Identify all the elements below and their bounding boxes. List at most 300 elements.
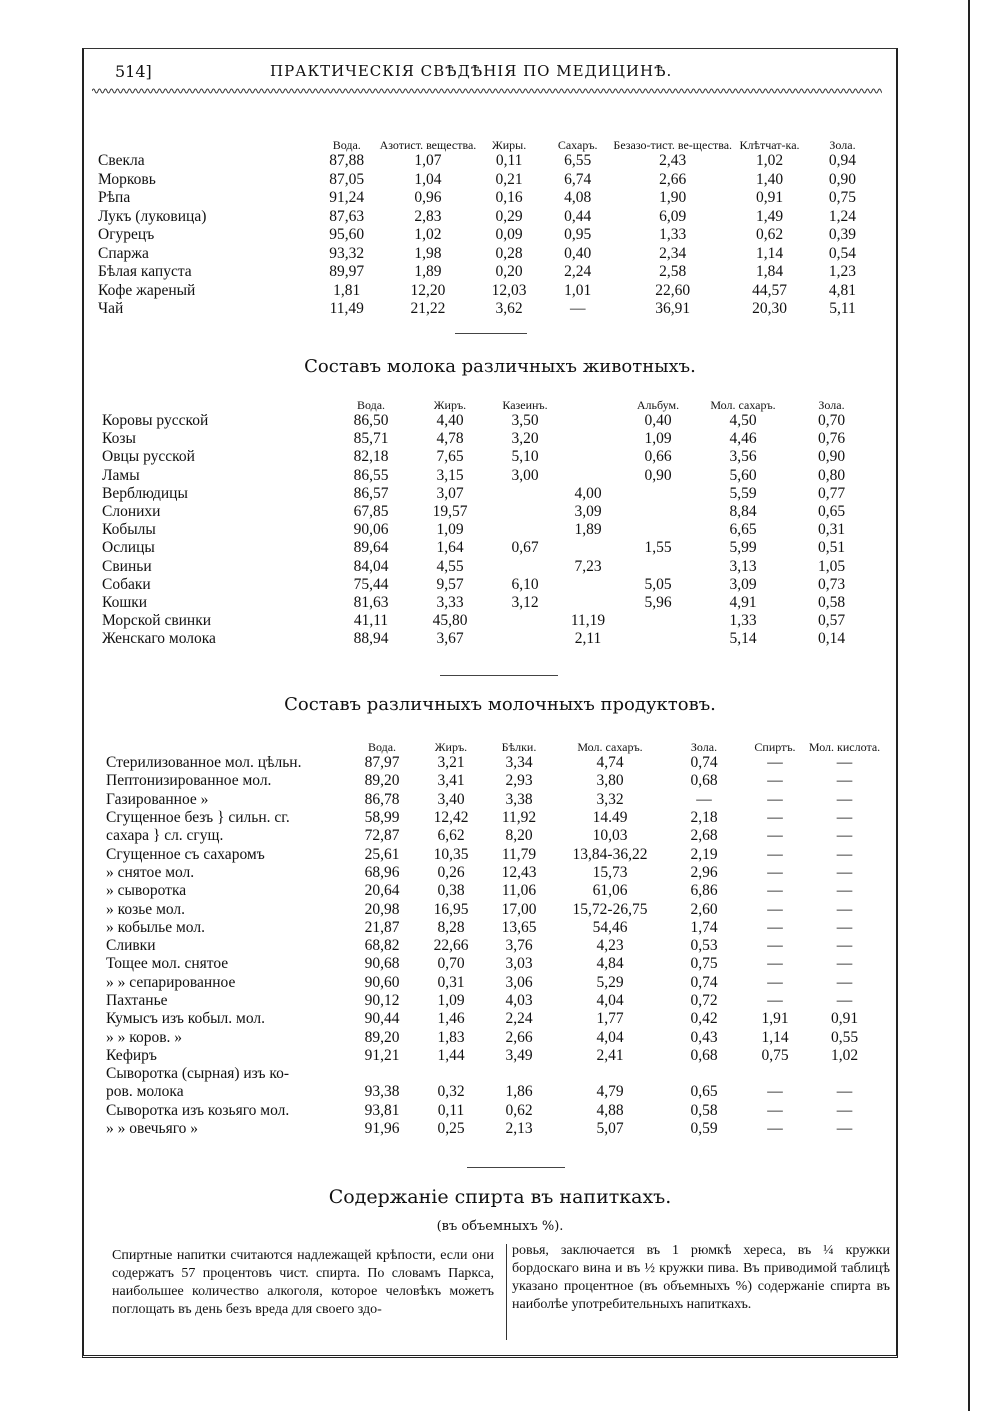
table-cell: 0,70 (437, 955, 465, 973)
table-cell: 0,72 (690, 992, 718, 1009)
milk-col-header: Зола. (818, 398, 845, 412)
row-label: Кобылы (102, 521, 156, 539)
table-cell: 4,88 (596, 1101, 624, 1119)
table-cell (490, 558, 560, 576)
dairy-col-header: Зола. (690, 740, 718, 754)
dairy-table (106, 720, 881, 1138)
table-cell: 6,65 (729, 521, 757, 539)
row-label: Сыворотка (сырная) изъ ко- (106, 1065, 290, 1083)
table-cell: 0,65 (817, 503, 846, 521)
table-cell: 4,00 (574, 484, 602, 502)
dairy-col-header: Бѣлки. (501, 740, 537, 754)
table-cell: 0,11 (495, 152, 523, 170)
table-row (106, 1010, 881, 1028)
table-cell: 9,57 (436, 575, 464, 593)
table-row (102, 485, 877, 503)
table-cell: — (836, 937, 853, 955)
table-cell: 0,70 (817, 412, 846, 430)
table-row (102, 576, 877, 594)
table-cell: — (767, 1120, 783, 1138)
milk-section-title: Составъ молока различныхъ животныхъ. (304, 356, 696, 377)
table-cell: 4,74 (596, 754, 624, 772)
table-cell: 0,38 (437, 882, 465, 900)
table-cell: 0,20 (495, 263, 523, 281)
table-cell (484, 1065, 554, 1083)
table-cell: 2,96 (690, 863, 718, 881)
table-cell: 5,29 (596, 973, 624, 991)
table-cell: — (836, 845, 853, 863)
table-cell: 2,68 (690, 827, 718, 845)
table-cell: 3,03 (505, 955, 533, 973)
table-row (106, 992, 881, 1010)
row-label: » снятое мол. (106, 863, 195, 881)
milk-col-header: Жиръ. (433, 398, 467, 412)
table-cell: 4,84 (596, 955, 624, 973)
table-cell: 5,11 (829, 300, 856, 318)
row-label: Пахтанье (106, 992, 168, 1009)
table-cell: 0,54 (828, 244, 857, 262)
table-cell: 1,84 (755, 263, 784, 281)
table-row (106, 955, 881, 973)
table-cell: 0,91 (755, 189, 784, 207)
table-cell: 15,73 (592, 863, 628, 881)
table-cell: 15,72-26,75 (572, 900, 648, 918)
table-cell: — (767, 882, 783, 900)
table-cell: 91,21 (364, 1046, 400, 1064)
row-label: » козье мол. (106, 900, 186, 918)
alcohol-section-title: Содержаніе спирта въ напиткахъ. (328, 1186, 672, 1208)
dairy-col-header (106, 720, 346, 754)
row-label: » сыворотка (106, 882, 187, 900)
table-cell: 1,02 (414, 226, 442, 244)
table-cell: 1,14 (761, 1028, 789, 1046)
table-cell: 88,94 (353, 630, 389, 648)
table-cell: 3,80 (596, 772, 624, 790)
milk-col-header (102, 380, 332, 412)
table-row (106, 845, 881, 863)
table-cell: 6,62 (437, 827, 465, 845)
table-cell: 1,33 (659, 226, 687, 244)
table-cell: 1,91 (761, 1010, 789, 1028)
table-cell: 10,03 (592, 827, 628, 845)
table-cell: 68,96 (364, 863, 400, 881)
table-row (98, 171, 878, 190)
table-cell: 41,11 (353, 612, 389, 630)
table-cell: 0,75 (761, 1046, 789, 1064)
table-cell: 45,80 (432, 612, 468, 630)
table-cell: 3,00 (511, 466, 539, 484)
table-cell: 11,06 (501, 882, 537, 900)
table-cell: 89,64 (353, 539, 389, 557)
table-cell: 1,98 (414, 244, 442, 262)
table-cell: — (836, 809, 853, 827)
table-cell: 1,02 (755, 152, 784, 170)
table-cell: 5,59 (729, 484, 757, 502)
table-cell (808, 1065, 881, 1083)
table-cell: 4,78 (436, 430, 464, 448)
table-cell: 22,60 (655, 281, 691, 299)
table-row (102, 594, 877, 612)
table-cell: 1,83 (437, 1028, 465, 1046)
table-cell: 61,06 (592, 882, 628, 900)
table-cell: 0,90 (817, 448, 846, 466)
table-cell: 3,06 (505, 973, 533, 991)
table-cell: — (836, 772, 853, 790)
table-cell: 4,08 (564, 189, 592, 207)
table-cell: 2,18 (690, 809, 718, 827)
table-cell: 5,05 (644, 575, 672, 593)
table-cell: 0,95 (564, 226, 592, 244)
table-cell: 0,67 (511, 539, 539, 557)
row-label: Тощее мол. снятое (106, 955, 229, 973)
vegetables-col-header: Клѣтчат-ка. (739, 138, 800, 152)
table-cell: 8,28 (437, 918, 465, 936)
row-label: Коровы русской (102, 412, 209, 430)
table-cell: 5,99 (729, 539, 757, 557)
table-cell: 4,55 (436, 557, 464, 575)
table-cell: 11,49 (329, 300, 364, 318)
table-cell: — (767, 1083, 783, 1101)
table-cell: 90,06 (353, 521, 389, 539)
table-cell: 36,91 (655, 300, 691, 318)
table-cell: 13,84-36,22 (572, 845, 648, 863)
table-cell: 2,19 (690, 845, 718, 863)
table-cell: 11,92 (501, 809, 537, 827)
table-cell: 3,67 (436, 630, 464, 648)
table-cell: 4,04 (596, 992, 624, 1009)
table-cell (560, 412, 616, 430)
table-cell: 3,49 (505, 1046, 533, 1064)
table-cell: — (767, 973, 783, 991)
table-cell: 86,78 (364, 790, 400, 808)
table-cell: 0,51 (817, 539, 846, 557)
row-label: Морковь (98, 170, 156, 188)
table-row (98, 152, 878, 171)
table-cell: 1,64 (436, 539, 464, 557)
table-cell: 0,90 (644, 466, 672, 484)
table-cell: 2,66 (505, 1028, 533, 1046)
table-cell: 0,11 (437, 1101, 465, 1119)
table-row (98, 300, 878, 319)
milk-col-header: Вода. (356, 398, 386, 412)
table-row (98, 189, 878, 208)
table-cell: 3,33 (436, 593, 464, 611)
table-cell: — (836, 863, 853, 881)
table-cell (616, 503, 700, 521)
table-cell: 0,55 (830, 1028, 859, 1046)
row-label: Стерилизованное мол. цѣльн. (106, 754, 302, 772)
row-label: Женскаго молока (102, 630, 216, 648)
table-cell: 6,10 (511, 575, 539, 593)
table-cell: 3,13 (729, 557, 757, 575)
table-cell: 5,96 (644, 593, 672, 611)
vegetables-col-header: Сахаръ. (557, 138, 598, 152)
table-cell: — (767, 918, 783, 936)
table-cell: 87,05 (329, 170, 365, 188)
table-cell: 3,34 (505, 754, 533, 772)
table-cell: 67,85 (353, 503, 389, 521)
table-cell: 4,91 (729, 593, 757, 611)
table-row (102, 503, 877, 521)
table-cell: — (836, 955, 853, 973)
table-cell: 0,62 (755, 226, 784, 244)
table-cell: 4,46 (729, 430, 757, 448)
table-cell (490, 485, 560, 503)
table-cell: 3,09 (574, 503, 602, 521)
table-cell (616, 558, 700, 576)
row-label: Овцы русской (102, 448, 195, 466)
row-label: Сгущенное съ сахаромъ (106, 845, 265, 863)
table-cell: 2,41 (596, 1046, 624, 1064)
table-cell (560, 430, 616, 448)
table-cell: 11,79 (501, 845, 537, 863)
table-row (102, 558, 877, 576)
table-cell: — (836, 973, 853, 991)
table-cell (560, 448, 616, 466)
table-cell (616, 485, 700, 503)
table-row (98, 245, 878, 264)
table-cell: 89,97 (329, 263, 365, 281)
milk-col-header: Мол. сахаръ. (710, 398, 776, 412)
row-label: » » сепарированное (106, 973, 236, 991)
table-cell: 1,90 (659, 189, 687, 207)
table-row (106, 809, 881, 827)
table-cell: 2,13 (505, 1120, 533, 1138)
table-cell: 85,71 (353, 430, 389, 448)
table-cell (490, 503, 560, 521)
row-label: Верблюдицы (102, 484, 188, 502)
table-cell: — (836, 790, 853, 808)
row-label: Бѣлая капуста (98, 263, 192, 281)
table-cell: 90,60 (364, 973, 400, 991)
table-cell (490, 612, 560, 630)
table-cell: 0,31 (817, 521, 846, 539)
table-cell: 44,57 (752, 281, 787, 299)
table-row (106, 937, 881, 955)
vegetables-table (98, 100, 878, 319)
table-cell: — (836, 900, 853, 918)
table-cell: 0,75 (828, 189, 857, 207)
milk-table (102, 380, 877, 648)
table-row (102, 521, 877, 539)
milk-col-header (560, 380, 616, 412)
row-label: Ламы (102, 466, 140, 484)
table-cell (666, 1065, 742, 1083)
table-cell: 0,40 (644, 412, 672, 430)
alcohol-text-left: Спиртные напитки считаются надлежащей крѣпости, если они содержатъ 57 процентовъ чист. спирта. По словамъ Паркса, наибольшее количество алкоголя, которое человѣкъ можетъ поглощать въ день безъ вреда для своего здо- (112, 1248, 494, 1317)
table-cell: 1,09 (644, 430, 672, 448)
table-cell: 3,09 (729, 575, 757, 593)
row-label: Сгущенное безъ } сильн. сг. (106, 809, 290, 827)
table-cell: 19,57 (432, 503, 468, 521)
table-cell: 86,55 (353, 466, 389, 484)
table-cell: 25,61 (364, 845, 400, 863)
dairy-col-header: Вода. (367, 740, 397, 754)
table-cell: 3,38 (505, 790, 533, 808)
table-row (106, 900, 881, 918)
table-cell: 0,75 (690, 955, 718, 973)
table-cell: — (767, 937, 783, 955)
table-cell: 3,62 (495, 300, 523, 318)
table-row (102, 539, 877, 557)
table-cell: 7,65 (436, 448, 464, 466)
row-label: » » овечьяго » (106, 1120, 199, 1138)
table-row (102, 448, 877, 466)
table-cell: 54,46 (592, 918, 628, 936)
row-label: Козы (102, 430, 136, 448)
table-cell: — (696, 790, 712, 808)
vegetables-col-header: Жиры. (491, 138, 527, 152)
table-row (102, 612, 877, 630)
table-cell (346, 1065, 418, 1083)
table-cell: 2,24 (505, 1010, 533, 1028)
table-cell: 86,50 (353, 412, 389, 430)
table-cell: 2,34 (659, 244, 687, 262)
table-cell (560, 539, 616, 557)
row-label: Огурецъ (98, 226, 155, 244)
table-cell: 0,29 (495, 207, 523, 225)
column-separator (506, 1244, 507, 1340)
table-cell: 6,86 (690, 882, 718, 900)
page-number: 514] (115, 62, 152, 81)
table-cell: — (767, 845, 783, 863)
table-cell: 0,40 (564, 244, 592, 262)
table-cell: 2,43 (659, 152, 687, 170)
table-cell: 20,98 (364, 900, 400, 918)
vegetables-col-header: Безазо-тист. ве-щества. (613, 138, 733, 152)
table-row (106, 791, 881, 809)
table-cell: 68,82 (364, 937, 400, 955)
table-cell: 1,74 (690, 918, 718, 936)
table-cell: 12,43 (501, 863, 537, 881)
table-cell: 16,95 (433, 900, 469, 918)
table-cell: 20,30 (752, 300, 787, 318)
table-cell: — (767, 863, 783, 881)
table-cell: 12,20 (410, 281, 446, 299)
row-label: ров. молока (106, 1083, 184, 1101)
table-cell (616, 630, 700, 648)
table-cell: 1,24 (828, 207, 857, 225)
row-label: Собаки (102, 575, 151, 593)
table-cell: 1,09 (437, 992, 465, 1009)
table-cell: 2,24 (564, 263, 592, 281)
table-cell: 0,25 (437, 1120, 465, 1138)
table-cell: 22,66 (433, 937, 469, 955)
table-cell: 14.49 (592, 809, 628, 827)
table-cell: 0,90 (828, 170, 857, 188)
dairy-col-header: Спиртъ. (754, 740, 796, 754)
table-cell: 2,66 (659, 170, 687, 188)
table-cell: 4,79 (596, 1083, 624, 1101)
table-cell: 72,87 (364, 827, 400, 845)
table-cell: 0,76 (817, 430, 846, 448)
table-cell: 12,42 (433, 809, 469, 827)
divider-2 (440, 675, 558, 676)
table-cell: — (836, 1101, 853, 1119)
divider-3 (467, 1167, 565, 1168)
table-cell: 1,40 (755, 170, 784, 188)
table-cell: 6,09 (659, 207, 687, 225)
table-cell (616, 521, 700, 539)
table-cell: 1,49 (755, 207, 784, 225)
table-cell: 93,32 (329, 244, 365, 262)
table-cell: 7,23 (574, 557, 602, 575)
table-cell: 4,40 (436, 412, 464, 430)
row-label: Газированное » (106, 790, 209, 808)
table-cell: 4,50 (729, 412, 757, 430)
table-cell: 3,41 (437, 772, 465, 790)
table-cell: 2,58 (659, 263, 687, 281)
running-title: ПРАКТИЧЕСКІЯ СВѢДѢНІЯ ПО МЕДИЦИНѢ. (270, 62, 673, 80)
table-cell: 13,65 (501, 918, 537, 936)
table-cell (742, 1065, 808, 1083)
table-cell: — (767, 900, 783, 918)
table-row (106, 1120, 881, 1138)
dairy-col-header: Жиръ. (434, 740, 468, 754)
vegetables-col-header: Азотист. вещества. (379, 138, 477, 152)
table-row (106, 919, 881, 937)
row-label: Пептонизированное мол. (106, 772, 272, 790)
table-cell: 0,66 (644, 448, 672, 466)
table-cell: 0,74 (690, 973, 718, 991)
table-cell: 4,23 (596, 937, 624, 955)
table-cell (616, 612, 700, 630)
table-cell: 81,63 (353, 593, 389, 611)
table-cell: 1,89 (574, 521, 602, 539)
table-row (98, 282, 878, 301)
table-cell: 1,89 (414, 263, 442, 281)
table-cell: 1,33 (729, 612, 757, 630)
table-row (106, 754, 881, 772)
table-cell: 5,07 (596, 1120, 624, 1138)
table-cell: 1,07 (414, 152, 442, 170)
table-cell: 0,53 (690, 937, 718, 955)
table-cell: 0,39 (828, 226, 857, 244)
alcohol-text-right: ровья, заключается въ 1 рюмкѣ хереса, въ ¼ кружки бордоскаго вина и въ ½ кружки пива. Въ приводимой таблицѣ указано процентное (въ объемныхъ %) содержаніе спирта въ наиболѣе употребительныхъ напиткахъ. (512, 1243, 890, 1312)
table-cell: 90,44 (364, 1010, 400, 1028)
table-cell: 1,44 (437, 1046, 465, 1064)
table-cell: 1,05 (817, 557, 846, 575)
alcohol-subtitle: (въ объемныхъ %). (436, 1219, 564, 1234)
table-cell: 20,64 (364, 882, 400, 900)
table-cell: 0,80 (817, 466, 846, 484)
table-cell: — (836, 1083, 853, 1101)
table-cell: 2,83 (414, 207, 442, 225)
table-cell: 3,40 (437, 790, 465, 808)
table-cell: 86,57 (353, 484, 389, 502)
table-cell: 21,22 (410, 300, 446, 318)
table-cell: 21,87 (364, 918, 400, 936)
table-cell: — (836, 1120, 853, 1138)
dairy-col-header: Мол. сахаръ. (577, 740, 643, 754)
table-cell: 8,84 (729, 503, 757, 521)
table-cell: — (767, 809, 783, 827)
table-cell: 1,04 (414, 170, 442, 188)
table-cell: 0,94 (828, 152, 857, 170)
table-cell (560, 576, 616, 594)
table-cell: 5,10 (511, 448, 539, 466)
vegetables-col-header: Вода. (332, 138, 361, 152)
table-cell: 0,77 (817, 484, 846, 502)
table-cell (554, 1065, 666, 1083)
table-cell: 1,09 (436, 521, 464, 539)
table-cell: 1,77 (596, 1010, 624, 1028)
table-cell: — (767, 827, 783, 845)
table-cell (560, 594, 616, 612)
table-cell: — (767, 955, 783, 973)
row-label: Ослицы (102, 539, 155, 557)
milk-col-header: Альбум. (636, 398, 680, 412)
